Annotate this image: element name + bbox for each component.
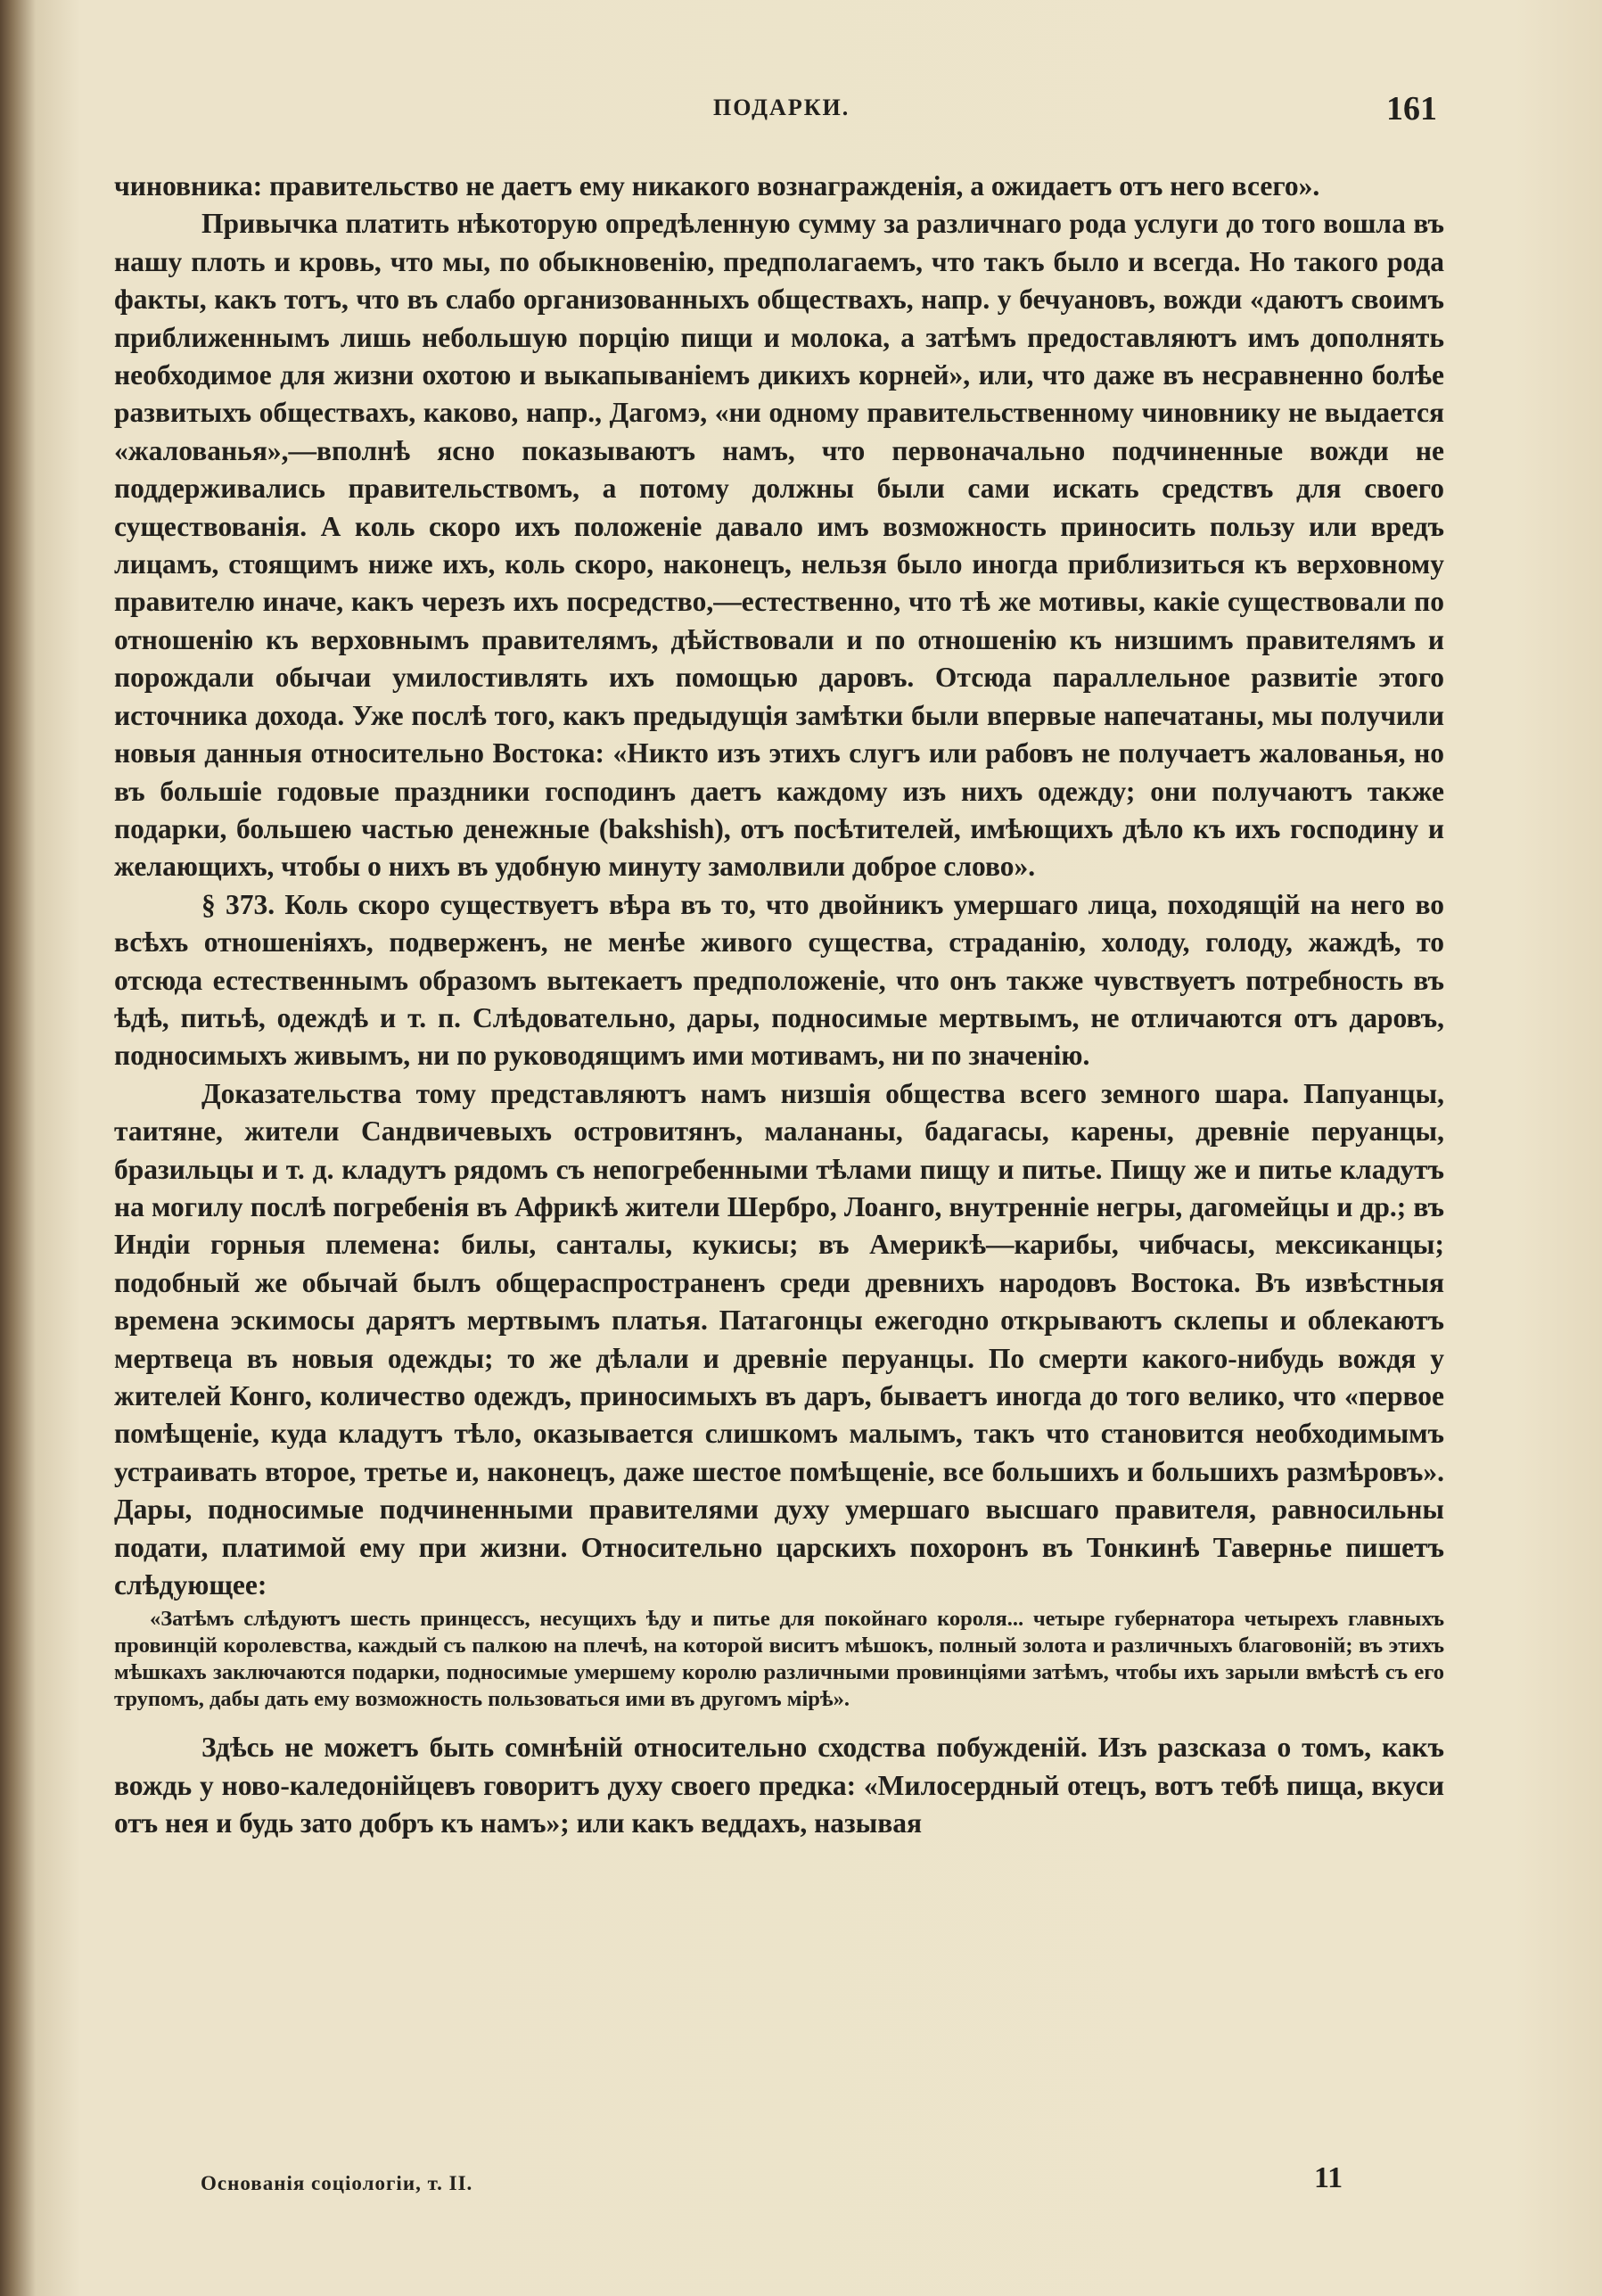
- sheet-number: 11: [1314, 2161, 1343, 2194]
- paragraph-section-373: § 373. Коль скоро существуетъ вѣра въ то, что двойникъ умершаго лица, походящій на него во всѣхъ отношеніяхъ, подверженъ, не менѣе живого существа, страданію, холоду, голоду, жаждѣ, то отсюда естественнымъ образомъ вытекаетъ предположеніе, что онъ также чувствуетъ потребность въ ѣдѣ, питьѣ, одеждѣ и т. п. Слѣдовательно, дары, подносимые мертвымъ, не отличаются отъ даровъ, подносимыхъ живымъ, ни по руководящимъ ими мотивамъ, ни по значенію.: [114, 888, 1444, 1072]
- body-text: [114, 168, 1444, 1843]
- printer-signature: Основанія соціологіи, т. II.: [201, 2172, 473, 2194]
- page-number: 161: [1386, 90, 1437, 128]
- page-header: [0, 89, 1602, 134]
- paragraph-habit-of-paying: Привычка платить нѣкоторую опредѣленную сумму за различнаго рода услуги до того вошла въ нашу плоть и кровь, что мы, по обыкновенію, предполагаемъ, что такъ было и всегда. Но такого рода факты, какъ тотъ, что въ слабо организованныхъ обществахъ, напр. у бечуановъ, вожди «даютъ своимъ приближеннымъ лишь небольшую порцію пищи и молока, а затѣмъ предоставляютъ имъ дополнять необходимое для жизни охотою и выкапываніемъ дикихъ корней», или, что даже въ несравненно болѣе развитыхъ обществахъ, каково, напр., Дагомэ, «ни одному правительственному чиновнику не выдается «жалованья»,—вполнѣ ясно показываютъ намъ, что первоначально подчиненные вожди не поддерживались правительствомъ, а потому должны были сами искать средствъ для своего существованія. А коль скоро ихъ положеніе давало имъ возможность приносить пользу или вредъ лицамъ, стоящимъ ниже ихъ, коль скоро, наконецъ, нельзя было иногда приблизиться къ верховному правителю иначе, какъ черезъ ихъ посредство,—естественно, что тѣ же мотивы, какіе существовали по отношенію къ верховнымъ правителямъ, дѣйствовали и по отношенію къ низшимъ правителямъ и порождали обычаи умилостивлять ихъ помощью даровъ. Отсюда параллельное развитіе этого источника дохода. Уже послѣ того, какъ предыдущія замѣтки были впервые напечатаны, мы получили новыя данныя относительно Востока: «Никто изъ этихъ слугъ или рабовъ не получаетъ жалованья, но въ большіе годовые праздники господинъ даетъ каждому изъ нихъ одежду; они получаютъ также подарки, большею частью денежные (bakshish), отъ посѣтителей, имѣющихъ дѣло къ ихъ господину и желающихъ, чтобы о нихъ въ удобную минуту замолвили доброе слово».: [114, 208, 1444, 883]
- page-footer: [0, 2161, 1602, 2215]
- paragraph-closing: Здѣсь не можетъ быть сомнѣній относительно сходства побужденій. Изъ разсказа о томъ, какъ вождь у ново-каледонійцевъ говоритъ духу своего предка: «Милосердный отецъ, вотъ тебѣ пища, вкуси отъ нея и будь зато добръ къ намъ»; или какъ веддахъ, называя: [114, 1732, 1444, 1839]
- block-quote: [114, 1606, 1444, 1713]
- paragraph-continuation: чиновника: правительство не даетъ ему никакого вознагражденія, а ожидаетъ отъ него всего».: [114, 170, 1320, 202]
- running-title: ПОДАРКИ.: [713, 95, 850, 120]
- paragraph-evidence: Доказательства тому представляютъ намъ низшія общества всего земного шара. Папуанцы, таитяне, жители Сандвичевыхъ островитянъ, малананы, бадагасы, карены, древніе перуанцы, бразильцы и т. д. кладутъ рядомъ съ непогребенными тѣлами пищу и питье. Пищу же и питье кладутъ на могилу послѣ погребенія въ Африкѣ жители Шербро, Лоанго, внутренніе негры, дагомейцы и др.; въ Индіи горныя племена: билы, санталы, кукисы; въ Америкѣ—карибы, чибчасы, мексиканцы; подобный же обычай былъ общераспространенъ среди древнихъ народовъ Востока. Въ извѣстныя времена эскимосы дарятъ мертвымъ платья. Патагонцы ежегодно открываютъ склепы и облекаютъ мертвеца въ новыя одежды; то же дѣлали и древніе перуанцы. По смерти какого-нибудь вождя у жителей Конго, количество одеждъ, приносимыхъ въ даръ, бываетъ иногда до того велико, что «первое помѣщеніе, куда кладутъ тѣло, оказывается слишкомъ малымъ, такъ что становится необходимымъ устраивать второе, третье и, наконецъ, даже шестое помѣщеніе, все большихъ и большихъ размѣровъ». Дары, подносимые подчиненными правителями духу умершаго высшаго правителя, равносильны подати, платимой ему при жизни. Относительно царскихъ похоронъ въ Тонкинѣ Тавернье пишетъ слѣдующее:: [114, 1077, 1444, 1601]
- quote-text: «Затѣмъ слѣдуютъ шесть принцессъ, несущихъ ѣду и питье для покойнаго короля... четыре губернатора четырехъ главныхъ провинцій королевства, каждый съ палкою на плечѣ, на которой виситъ мѣшокъ, полный золота и различныхъ благовоній; въ этихъ мѣшкахъ заключаются подарки, подносимые умершему королю различными провинціями затѣмъ, чтобы ихъ зарыли вмѣстѣ съ его трупомъ, дабы дать ему возможность пользоваться ими въ другомъ мірѣ».: [114, 1607, 1444, 1712]
